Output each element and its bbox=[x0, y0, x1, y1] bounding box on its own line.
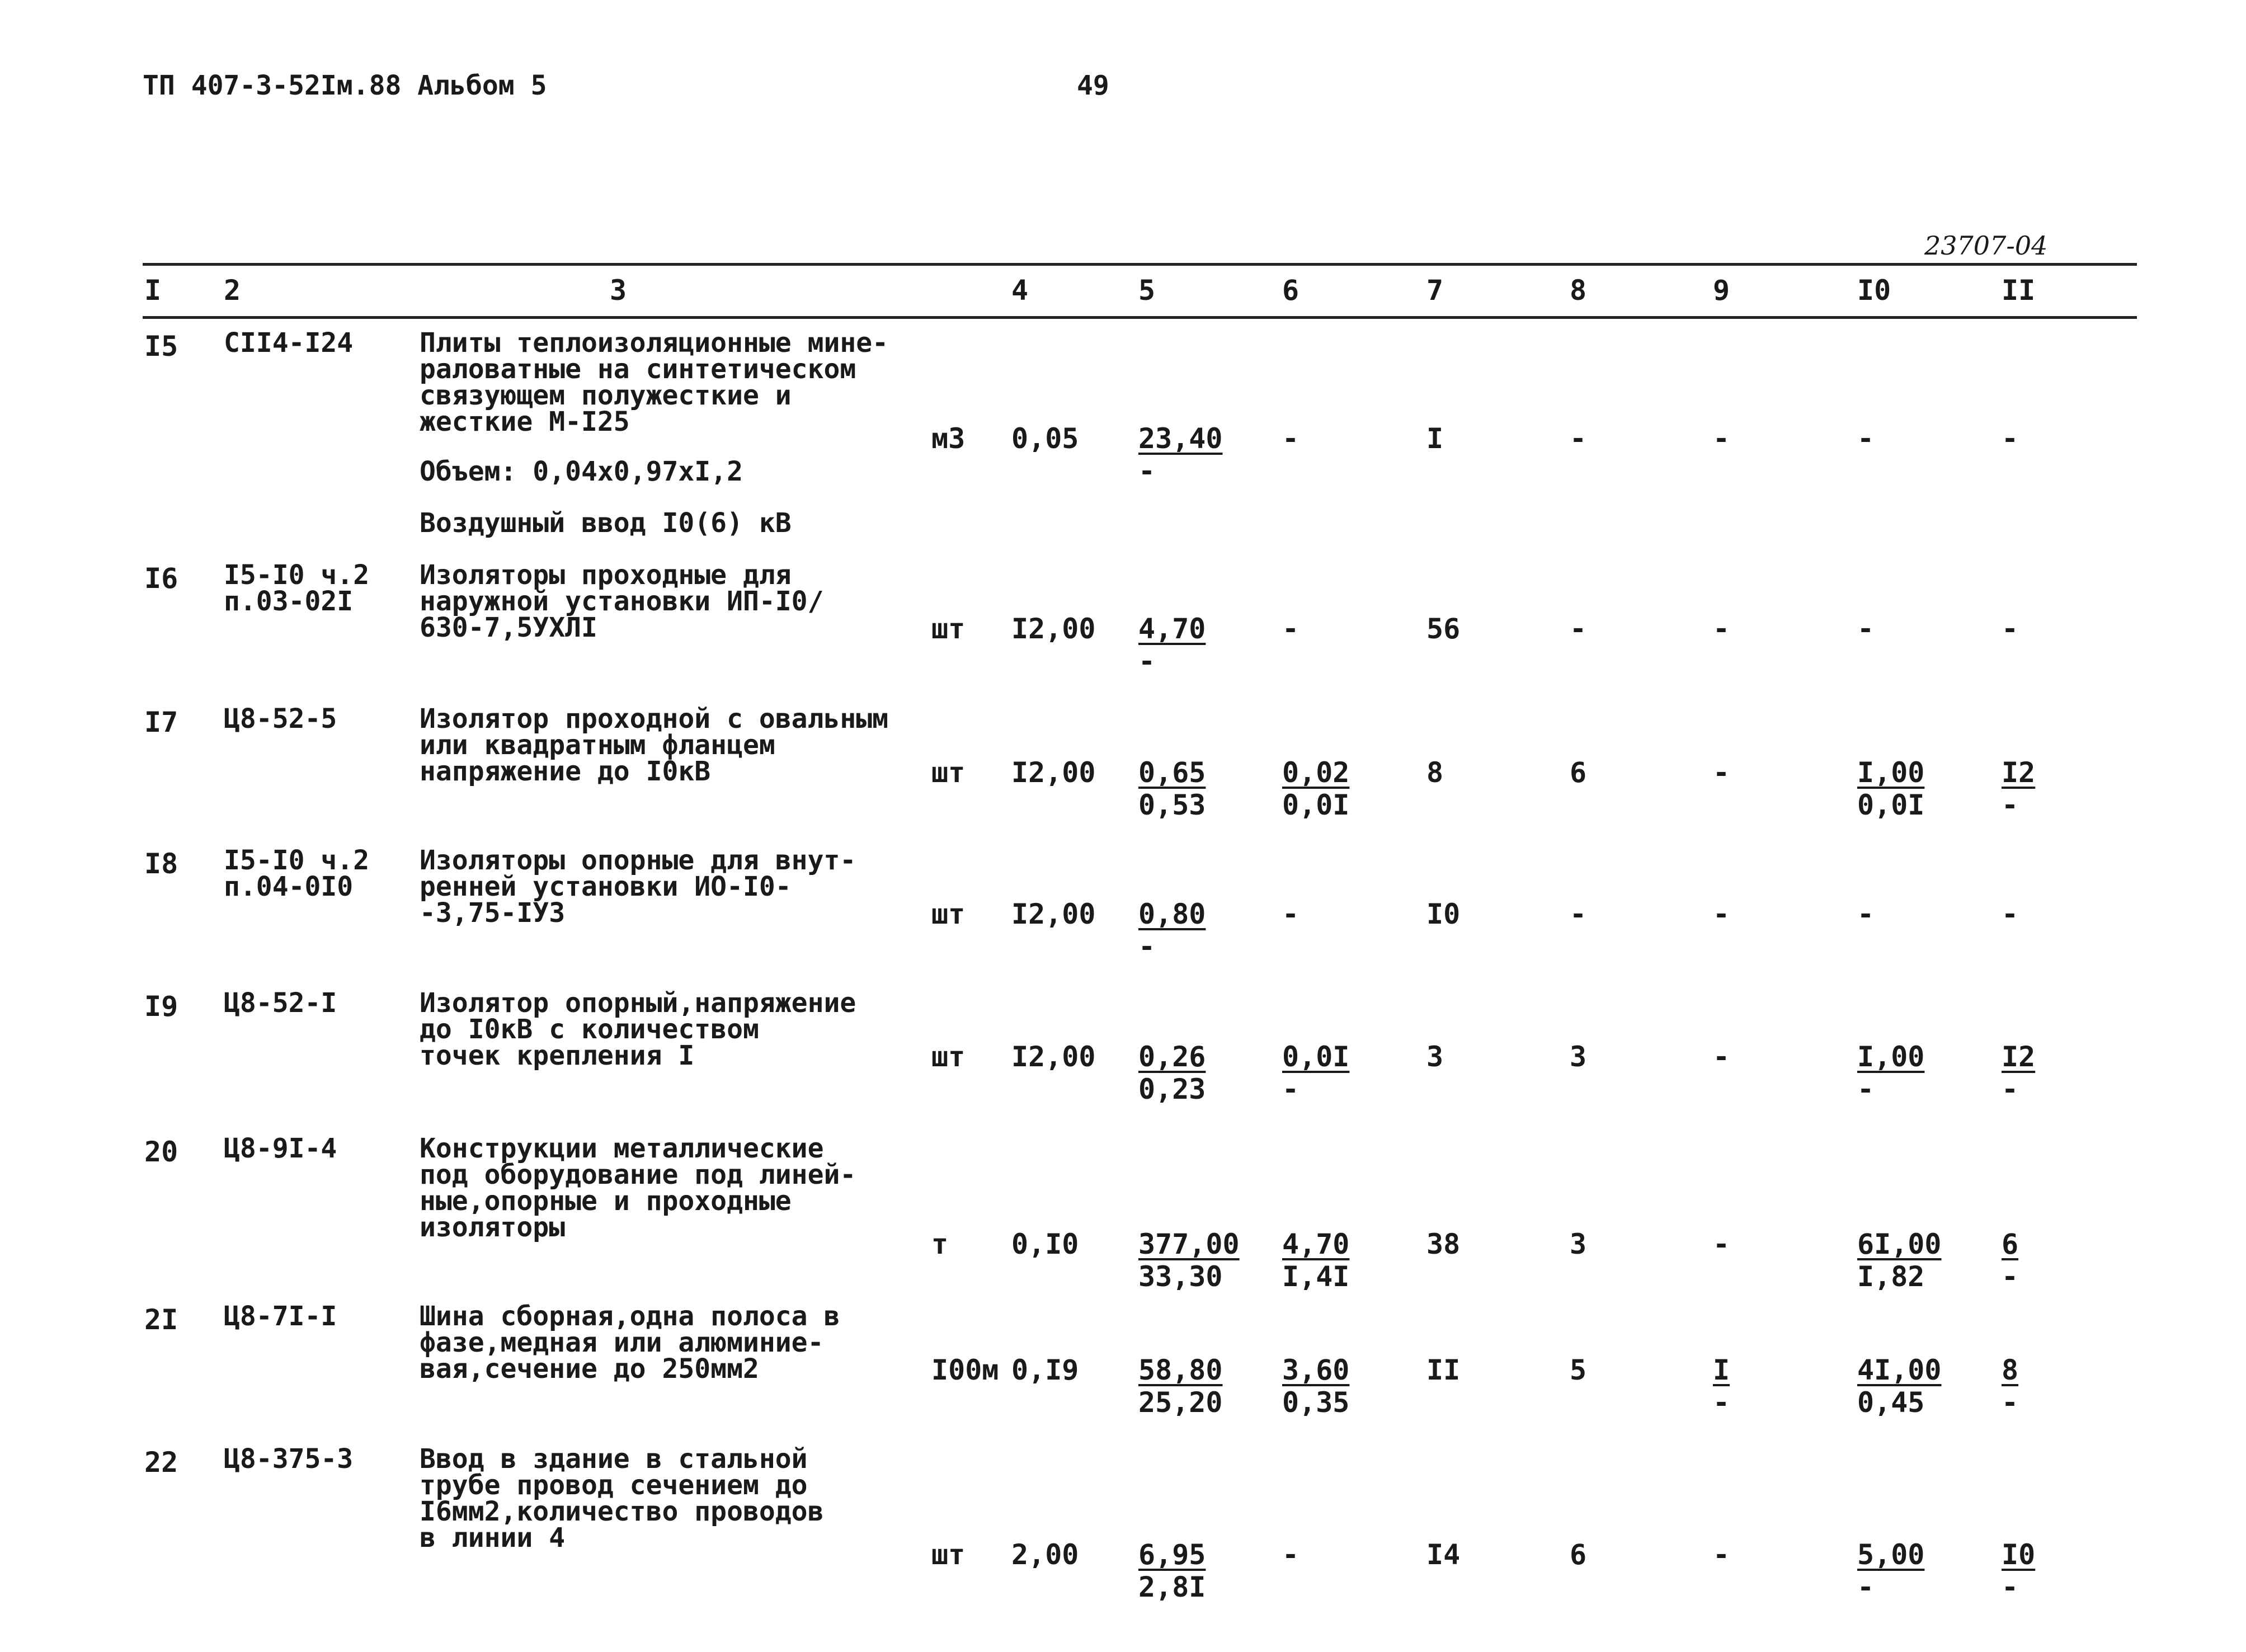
col10-value-bottom: - bbox=[1857, 1571, 1875, 1603]
col10-value-top: - bbox=[1857, 422, 1875, 455]
col5-value-bottom: 2,8I bbox=[1138, 1571, 1206, 1603]
col5-value bbox=[1138, 898, 1206, 963]
col6-value bbox=[1282, 1228, 1349, 1293]
row-description: Изолятор проходной с овальным или квадратным фланцем напряжение до I0кВ bbox=[420, 703, 889, 787]
col-header-10: I0 bbox=[1857, 274, 1891, 307]
col7-value: 38 bbox=[1426, 1228, 1461, 1260]
col10-value-bottom: I,82 bbox=[1857, 1260, 1925, 1293]
col6-value-top: - bbox=[1282, 422, 1299, 455]
row-unit: шт bbox=[931, 756, 966, 789]
col9-value bbox=[1713, 1538, 1730, 1571]
row-description: Шина сборная,одна полоса в фазе,медная или алюминие- вая,сечение до 250мм2 bbox=[420, 1301, 840, 1385]
col-header-1: I bbox=[144, 274, 162, 307]
col5-value-top: 0,80 bbox=[1138, 898, 1206, 930]
col11-value bbox=[2002, 756, 2035, 821]
page-number: 49 bbox=[1077, 70, 1109, 101]
col8-value: 6 bbox=[1570, 1538, 1587, 1571]
col10-value bbox=[1857, 756, 1924, 821]
col10-value-top: I,00 bbox=[1857, 1041, 1925, 1073]
col-header-4: 4 bbox=[1011, 274, 1029, 307]
col-header-9: 9 bbox=[1713, 274, 1730, 307]
col6-value-top: - bbox=[1282, 613, 1299, 645]
col6-value-top: - bbox=[1282, 898, 1299, 930]
row-code: СII4-I24 bbox=[224, 327, 354, 359]
col11-value bbox=[2002, 613, 2018, 645]
row-number: I7 bbox=[144, 706, 178, 738]
col6-value bbox=[1282, 1354, 1349, 1419]
row-number: I6 bbox=[144, 562, 178, 595]
col10-value-top: 5,00 bbox=[1857, 1538, 1925, 1571]
col6-value bbox=[1282, 898, 1299, 930]
col10-value bbox=[1857, 1041, 1924, 1105]
row-number: I9 bbox=[144, 990, 178, 1023]
col11-value-top: - bbox=[2002, 422, 2019, 455]
row-code: Ц8-7I-I bbox=[224, 1301, 337, 1332]
col9-value-top: - bbox=[1713, 756, 1730, 789]
col11-value-bottom: - bbox=[2002, 1073, 2019, 1105]
col5-value bbox=[1138, 613, 1206, 677]
col11-value-top: I2 bbox=[2002, 1041, 2036, 1073]
col7-value: I0 bbox=[1426, 898, 1461, 930]
col5-value bbox=[1138, 1041, 1206, 1105]
col8-value: - bbox=[1570, 898, 1587, 930]
col11-value-top: I0 bbox=[2002, 1538, 2036, 1571]
col10-value-bottom: 0,0I bbox=[1857, 789, 1925, 821]
row-code: I5-I0 ч.2 п.03-02I bbox=[224, 559, 370, 617]
col11-value bbox=[2002, 422, 2018, 455]
col6-value bbox=[1282, 1538, 1299, 1571]
col6-value bbox=[1282, 756, 1349, 821]
col7-value: I bbox=[1426, 422, 1444, 455]
col11-value bbox=[2002, 1538, 2035, 1603]
col9-value-top: - bbox=[1713, 422, 1730, 455]
row-description: Изолятор опорный,напряжение до I0кВ с количеством точек крепления I bbox=[420, 987, 856, 1071]
volume-note: Объем: 0,04х0,97хI,2 bbox=[420, 456, 743, 487]
col5-value-bottom: - bbox=[1138, 455, 1156, 487]
row-unit: шт bbox=[931, 898, 966, 930]
col9-value bbox=[1713, 756, 1730, 789]
row-quantity: I2,00 bbox=[1011, 1041, 1096, 1073]
col5-value bbox=[1138, 1228, 1240, 1293]
row-unit: шт bbox=[931, 1538, 966, 1571]
row-number: I5 bbox=[144, 330, 178, 363]
row-quantity: 0,I9 bbox=[1011, 1354, 1079, 1386]
col11-value-bottom: - bbox=[2002, 1386, 2019, 1419]
col7-value: 56 bbox=[1426, 613, 1461, 645]
col8-value: 3 bbox=[1570, 1041, 1587, 1073]
col-header-5: 5 bbox=[1138, 274, 1156, 307]
col9-value-top: - bbox=[1713, 1041, 1730, 1073]
col6-value bbox=[1282, 1041, 1349, 1105]
col6-value bbox=[1282, 613, 1299, 645]
row-number: 2I bbox=[144, 1303, 178, 1336]
col11-value-bottom: - bbox=[2002, 1571, 2019, 1603]
row-code: Ц8-375-3 bbox=[224, 1443, 354, 1475]
col6-value-top: 3,60 bbox=[1282, 1354, 1350, 1386]
row-description: Плиты теплоизоляционные мине- раловатные на синтетическом связующем полужесткие и жесткие М-I25 bbox=[420, 327, 889, 437]
row-description: Изоляторы проходные для наружной установки ИП-I0/ 630-7,5УХЛI bbox=[420, 559, 824, 643]
col9-value bbox=[1713, 613, 1730, 645]
col5-value bbox=[1138, 1538, 1206, 1603]
col8-value: - bbox=[1570, 613, 1587, 645]
col6-value-top: 4,70 bbox=[1282, 1228, 1350, 1260]
col10-value bbox=[1857, 1354, 1942, 1419]
col6-value-bottom: - bbox=[1282, 1073, 1299, 1105]
col6-value-bottom: 0,0I bbox=[1282, 789, 1350, 821]
col10-value-top: 6I,00 bbox=[1857, 1228, 1942, 1260]
row-quantity: I2,00 bbox=[1011, 613, 1096, 645]
row-description: Изоляторы опорные для внут- ренней установки ИО-I0- -3,75-IУ3 bbox=[420, 845, 856, 929]
col6-value-bottom: 0,35 bbox=[1282, 1386, 1350, 1419]
col9-value bbox=[1713, 1041, 1730, 1073]
col9-value-bottom: - bbox=[1713, 1386, 1730, 1419]
col10-value bbox=[1857, 898, 1874, 930]
col-header-8: 8 bbox=[1570, 274, 1587, 307]
col5-value-top: 0,26 bbox=[1138, 1041, 1206, 1073]
col5-value-bottom: 0,23 bbox=[1138, 1073, 1206, 1105]
col9-value-top: - bbox=[1713, 1538, 1730, 1571]
col5-value-bottom: - bbox=[1138, 930, 1156, 963]
col9-value-top: - bbox=[1713, 613, 1730, 645]
col-header-7: 7 bbox=[1426, 274, 1444, 307]
col10-value bbox=[1857, 1228, 1942, 1293]
col5-value-top: 58,80 bbox=[1138, 1354, 1223, 1386]
col11-value-top: 8 bbox=[2002, 1354, 2019, 1386]
col11-value bbox=[2002, 1041, 2035, 1105]
row-quantity: 0,05 bbox=[1011, 422, 1079, 455]
col6-value-top: 0,0I bbox=[1282, 1041, 1350, 1073]
col-header-3: 3 bbox=[610, 274, 627, 307]
row-description: Ввод в здание в стальной трубе провод сечением до I6мм2,количество проводов в линии 4 bbox=[420, 1443, 824, 1554]
col5-value bbox=[1138, 422, 1223, 487]
row-code: I5-I0 ч.2 п.04-0I0 bbox=[224, 845, 370, 902]
col5-value-top: 4,70 bbox=[1138, 613, 1206, 645]
col9-value bbox=[1713, 898, 1730, 930]
col5-value-bottom: 0,53 bbox=[1138, 789, 1206, 821]
col10-value bbox=[1857, 613, 1874, 645]
col9-value bbox=[1713, 1228, 1730, 1260]
row-unit: шт bbox=[931, 613, 966, 645]
row-quantity: I2,00 bbox=[1011, 756, 1096, 789]
col-header-2: 2 bbox=[224, 274, 241, 307]
col5-value-top: 23,40 bbox=[1138, 422, 1223, 455]
col9-value-top: I bbox=[1713, 1354, 1730, 1386]
row-code: Ц8-52-5 bbox=[224, 703, 337, 735]
col11-value-bottom: - bbox=[2002, 789, 2019, 821]
col11-value-top: - bbox=[2002, 898, 2019, 930]
col10-value-top: - bbox=[1857, 898, 1875, 930]
col10-value bbox=[1857, 1538, 1924, 1603]
col5-value-bottom: 25,20 bbox=[1138, 1386, 1223, 1419]
col6-value-top: - bbox=[1282, 1538, 1299, 1571]
row-number: I8 bbox=[144, 848, 178, 880]
row-description: Конструкции металлические под оборудование под линей- ные,опорные и проходные изоляторы bbox=[420, 1133, 856, 1243]
col8-value: - bbox=[1570, 422, 1587, 455]
col9-value bbox=[1713, 422, 1730, 455]
col10-value-top: I,00 bbox=[1857, 756, 1925, 789]
col10-value bbox=[1857, 422, 1874, 455]
col8-value: 6 bbox=[1570, 756, 1587, 789]
col11-value-top: - bbox=[2002, 613, 2019, 645]
col7-value: 3 bbox=[1426, 1041, 1444, 1073]
col8-value: 3 bbox=[1570, 1228, 1587, 1260]
col9-value-top: - bbox=[1713, 898, 1730, 930]
top-rule bbox=[143, 263, 2137, 266]
row-quantity: I2,00 bbox=[1011, 898, 1096, 930]
col5-value bbox=[1138, 756, 1206, 821]
col6-value-top: 0,02 bbox=[1282, 756, 1350, 789]
col9-value bbox=[1713, 1354, 1730, 1419]
row-code: Ц8-52-I bbox=[224, 987, 337, 1019]
col9-value-top: - bbox=[1713, 1228, 1730, 1260]
col5-value-top: 0,65 bbox=[1138, 756, 1206, 789]
col5-value-top: 377,00 bbox=[1138, 1228, 1240, 1260]
col6-value-bottom: I,4I bbox=[1282, 1260, 1350, 1293]
col-header-11: II bbox=[2002, 274, 2036, 307]
section-title: Воздушный ввод I0(6) кВ bbox=[420, 507, 792, 539]
col11-value-bottom: - bbox=[2002, 1260, 2019, 1293]
col10-value-bottom: 0,45 bbox=[1857, 1386, 1925, 1419]
col10-value-top: - bbox=[1857, 613, 1875, 645]
header-rule bbox=[143, 316, 2137, 319]
col11-value bbox=[2002, 1228, 2018, 1293]
col11-value-top: 6 bbox=[2002, 1228, 2019, 1260]
col6-value bbox=[1282, 422, 1299, 455]
col5-value-top: 6,95 bbox=[1138, 1538, 1206, 1571]
col11-value bbox=[2002, 1354, 2018, 1419]
document-header: ТП 407-3-52Iм.88 Альбом 5 bbox=[143, 70, 547, 101]
row-number: 20 bbox=[144, 1136, 178, 1168]
row-number: 22 bbox=[144, 1446, 178, 1479]
col11-value bbox=[2002, 898, 2018, 930]
col7-value: I4 bbox=[1426, 1538, 1461, 1571]
row-code: Ц8-9I-4 bbox=[224, 1133, 337, 1164]
row-unit: м3 bbox=[931, 422, 966, 455]
col5-value-bottom: 33,30 bbox=[1138, 1260, 1223, 1293]
col8-value: 5 bbox=[1570, 1354, 1587, 1386]
row-unit: I00м bbox=[931, 1354, 999, 1386]
handwritten-reference: 23707-04 bbox=[1924, 230, 2048, 261]
col7-value: II bbox=[1426, 1354, 1461, 1386]
col-header-6: 6 bbox=[1282, 274, 1299, 307]
col11-value-top: I2 bbox=[2002, 756, 2036, 789]
col10-value-bottom: - bbox=[1857, 1073, 1875, 1105]
row-unit: т bbox=[931, 1228, 949, 1260]
col5-value bbox=[1138, 1354, 1223, 1419]
col5-value-bottom: - bbox=[1138, 645, 1156, 677]
row-quantity: 0,I0 bbox=[1011, 1228, 1079, 1260]
row-quantity: 2,00 bbox=[1011, 1538, 1079, 1571]
row-unit: шт bbox=[931, 1041, 966, 1073]
col7-value: 8 bbox=[1426, 756, 1444, 789]
col10-value-top: 4I,00 bbox=[1857, 1354, 1942, 1386]
